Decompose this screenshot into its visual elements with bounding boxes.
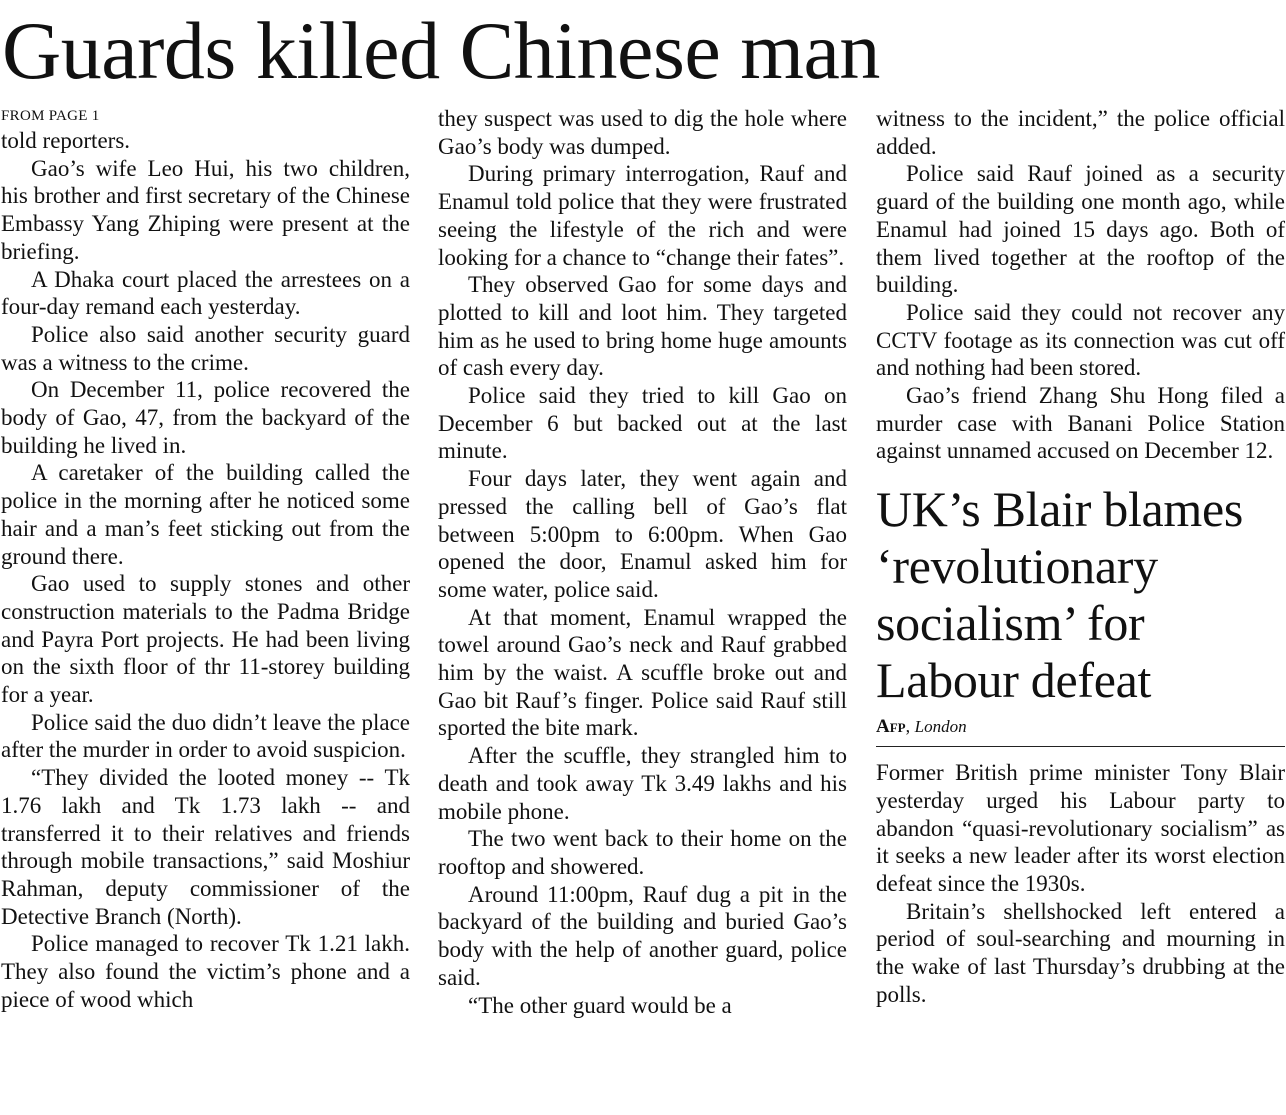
paragraph: Four days later, they went again and pressed the calling bell of Gao’s flat between 5:00pm to 6:00pm. When Gao opened the door, Enamul asked him for some water, police said. <box>438 466 847 602</box>
paragraph: witness to the incident,” the police official added. <box>876 106 1285 159</box>
paragraph: told reporters. <box>1 128 131 153</box>
paragraph: After the scuffle, they strangled him to death and took away Tk 3.49 lakhs and his mobile phone. <box>438 743 847 824</box>
paragraph: During primary interrogation, Rauf and Enamul told police that they were frustrated seeing the lifestyle of the rich and were looking for a chance to “change their fates”. <box>438 161 847 270</box>
paragraph: Police said they could not recover any CCTV footage as its connection was cut off and nothing had been stored. <box>876 299 1285 381</box>
page-title: Guards killed Chinese man <box>2 5 880 96</box>
paragraph: Police said they tried to kill Gao on December 6 but backed out at the last minute. <box>438 383 847 464</box>
paragraph: Police said the duo didn’t leave the place after the murder in order to avoid suspicion. <box>1 709 410 763</box>
paragraph: On December 11, police recovered the body of Gao, 47, from the backyard of the building he lived in. <box>1 377 410 458</box>
paragraph: The two went back to their home on the rooftop and showered. <box>438 826 847 879</box>
article-column-1 <box>1 105 410 1014</box>
paragraph: “The other guard would be a <box>468 992 732 1018</box>
byline-dateline: London <box>914 717 967 737</box>
paragraph: Police managed to recover Tk 1.21 lakh. They also found the victim’s phone and a piece of wood which <box>1 931 410 1012</box>
continuation-kicker: FROM PAGE 1 <box>1 108 100 124</box>
paragraph: A caretaker of the building called the police in the morning after he noticed some hair and a man’s feet sticking out from the ground there. <box>1 460 410 569</box>
paragraph: Gao used to supply stones and other construction materials to the Padma Bridge and Payra Port projects. He had been living on the sixth floor of thr 11-storey building for a year. <box>1 571 410 708</box>
second-article-body <box>876 759 1285 1008</box>
paragraph: they suspect was used to dig the hole where Gao’s body was dumped. <box>438 106 847 159</box>
paragraph: They observed Gao for some days and plotted to kill and loot him. They targeted him as he used to bring home huge amounts of cash every day. <box>438 272 847 381</box>
byline <box>876 713 1285 747</box>
paragraph: Britain’s shellshocked left entered a period of soul-searching and mourning in the wake of last Thursday’s drubbing at the polls. <box>876 898 1285 1007</box>
paragraph: Gao’s wife Leo Hui, his two children, his brother and first secretary of the Chinese Embassy Yang Zhiping were present at the briefing. <box>1 155 410 264</box>
paragraph: Around 11:00pm, Rauf dug a pit in the backyard of the building and buried Gao’s body with the help of another guard, police said. <box>438 881 847 990</box>
paragraph: A Dhaka court placed the arrestees on a four-day remand each yesterday. <box>1 266 410 320</box>
paragraph: “They divided the looted money -- Tk 1.76 lakh and Tk 1.73 lakh -- and transferred it to their relatives and friends through mobile transactions,” said Moshiur Rahman, deputy commissioner of the Detective Branch (North). <box>1 765 410 929</box>
second-article-headline: UK’s Blair blames ‘revolutionary socialism’ for Labour defeat <box>876 481 1244 709</box>
article-column-3 <box>876 105 1285 1008</box>
byline-agency: Afp <box>876 716 906 738</box>
paragraph: Former British prime minister Tony Blair yesterday urged his Labour party to abandon “quasi-revolutionary socialism” as it seeks a new leader after its worst election defeat since the 1930s. <box>876 760 1285 896</box>
paragraph: Gao’s friend Zhang Shu Hong filed a murder case with Banani Police Station against unnamed accused on December 12. <box>876 383 1285 464</box>
article-column-2 <box>438 105 847 1019</box>
paragraph: Police said Rauf joined as a security guard of the building one month ago, while Enamul had joined 15 days ago. Both of them lived together at the rooftop of the building. <box>876 161 1285 298</box>
byline-separator: , <box>905 716 915 737</box>
paragraph: At that moment, Enamul wrapped the towel around Gao’s neck and Rauf grabbed him by the waist. A scuffle broke out and Gao bit Rauf’s finger. Police said Rauf still sported the bite mark. <box>438 604 847 741</box>
paragraph: Police also said another security guard was a witness to the crime. <box>1 321 410 375</box>
